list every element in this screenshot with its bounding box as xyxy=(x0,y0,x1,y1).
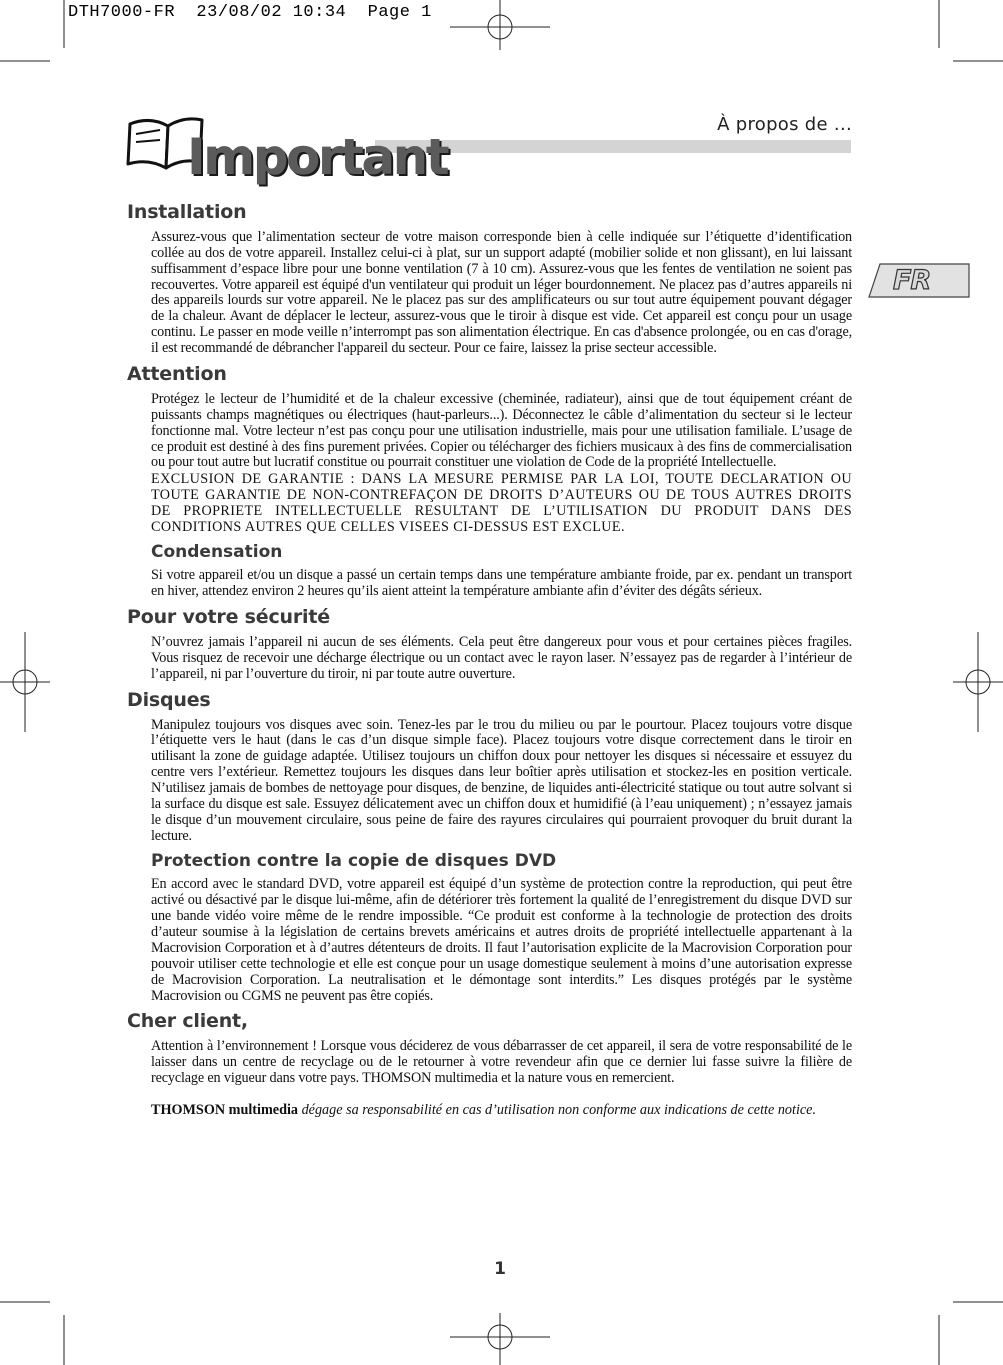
section-kicker: À propos de ... xyxy=(717,114,852,135)
section-paragraph: Assurez-vous que l’alimentation secteur de votre maison corresponde bien à celle indiquée sur l’étiquette d’identification collée au dos de votre appareil. Installez celui-ci à plat, sur un support adapté (mobilier solide et non glissant), en lui laissant suffisamment d’espace libre pour une bonne ventilation (7 à 10 cm). Assurez-vous que les fentes de ventilation ne soient pas recouvertes. Votre appareil est équipé d'un ventilateur qui produit un léger bourdonnement. Ne placez pas d’autres appareils ni des appareils lourds sur votre appareil. Ne le placez pas sur des amplificateurs ou sur tout autre équipement pouvant dégager de la chaleur. Avant de déplacer le lecteur, assurez-vous que le tiroir à disque est vide. Cet appareil est conçu pour un usage continu. Le passer en mode veille n’interrompt pas son alimentation électrique. En cas d'absence prolongée, ou en cas d'orage, il est recommandé de débrancher l'appareil du secteur. Pour ce faire, laissez la prise secteur accessible. xyxy=(151,228,852,357)
warranty-disclaimer: EXCLUSION DE GARANTIE : DANS LA MESURE PERMISE PAR LA LOI, TOUTE DECLARATION OU TOUTE GARANTIE DE NON-CONTREFAÇON DE DROITS D’AUTEURS OU DE TOUS AUTRES DROITS DE PROPRIETE INTELLECTUELLE RESULTANT DE L’UTILISATION DU PRODUIT DANS DES CONDITIONS AUTRES QUE CELLES VISEES CI-DESSUS EST EXCLUE. xyxy=(151,471,852,536)
section-safety xyxy=(127,606,852,683)
section-paragraph: N’ouvrez jamais l’appareil ni aucun de ses éléments. Cela peut être dangereux pour vous et pour certaines pièces fragiles. Vous risquez de recevoir une décharge électrique ou un contact avec le rayon laser. N’essayez pas de regarder à l’intérieur de l’appareil, ni par l’ouverture du tiroir, ni par toute autre ouverture. xyxy=(151,634,852,682)
brand-name: THOMSON multimedia xyxy=(151,1101,299,1118)
section-discs xyxy=(127,689,852,1005)
language-tab-label: FR xyxy=(893,265,931,296)
sub-heading: Condensation xyxy=(151,542,283,562)
section-paragraph: En accord avec le standard DVD, votre appareil est équipé d’un système de protection contre la reproduction, qui peut être activé ou désactivé par le disque lui-même, afin de détériorer très fortement la qualité de l’enregistrement du disque DVD sur une bande vidéo voire même de le rendre impossible. “Ce produit est conforme à la technologie de protection des droits d’auteur soumise à la législation de certains brevets américains et autres droits de propriété intellectuelle appartenant à la Macrovision Corporation et à d’autres détenteurs de droits. Il faut l’autorisation explicite de la Macrovision Corporation pour pouvoir utiliser cette technologie et elle est conçue pour un usage domestique seulement à moins d’une autorisation expresse de Macrovision Corporation. La neutralisation et le démontage sont interdits.” Les disques protégés par le système Macrovision ou CGMS ne peuvent pas être copiés. xyxy=(151,876,852,1004)
section-heading: Installation xyxy=(127,201,247,223)
liability-note xyxy=(151,1103,852,1119)
section-customer xyxy=(127,1010,852,1118)
section-heading: Attention xyxy=(127,363,227,386)
section-heading: Cher client, xyxy=(127,1010,248,1033)
print-header: DTH7000-FR 23/08/02 10:34 Page 1 xyxy=(68,3,432,22)
section-heading: Pour votre sécurité xyxy=(127,606,330,629)
sub-heading: Protection contre la copie de disques DVD xyxy=(151,850,557,871)
section-paragraph: Attention à l’environnement ! Lorsque vous déciderez de vous débarrasser de cet appareil, il sera de votre responsabilité de le laisser dans un centre de recyclage ou de le retourner à votre revendeur afin que ce dernier lui fasse suivre la filière de recyclage en vigueur dans votre pays. THOMSON multimedia et la nature vous en remercient. xyxy=(151,1038,852,1087)
section-paragraph: Protégez le lecteur de l’humidité et de la chaleur excessive (cheminée, radiateur), ainsi que de tout équipement créant de puissants champs magnétiques ou électriques (haut-parleurs...). Déconnectez le câble d’alimentation du secteur si le lecteur fonctionne mal. Votre lecteur n’est pas conçu pour une utilisation industrielle, mais pour une utilisation familiale. L’usage de ce produit est destiné à des fins purement privées. Copier ou télécharger des fichiers musicaux à des fins de commercialisation ou pour tout autre but lucratif constitue ou pourrait constituer une violation de Code de la propriété Intellectuelle. xyxy=(151,390,852,471)
section-attention xyxy=(127,363,852,600)
document-body xyxy=(127,201,852,1119)
section-paragraph: Si votre appareil et/ou un disque a passé un certain temps dans une température ambiante froide, par ex. pendant un transport en hiver, attendez environ 2 heures qu’ils aient atteint la température ambiante afin d’éviter des dégâts sérieux. xyxy=(151,567,852,600)
liability-text: dégage sa responsabilité en cas d’utilisation non conforme aux indications de cette notice. xyxy=(298,1101,817,1118)
section-installation xyxy=(127,201,852,357)
page-title: Important xyxy=(187,128,448,186)
section-heading: Disques xyxy=(127,688,211,711)
section-paragraph: Manipulez toujours vos disques avec soin. Tenez-les par le trou du milieu ou par le pourtour. Placez toujours votre disque l’étiquette vers le haut (dans le cas d’un disque simple face). Placez toujours votre disque correctement dans le tiroir en utilisant la zone de guidage adaptée. Utilisez toujours un chiffon doux pour nettoyer les disques si nécessaire et essuyez du centre vers l’extérieur. Remettez toujours les disques dans leur boîtier après utilisation et stockez-les en position verticale. N’utilisez jamais de bombes de nettoyage pour disques, de benzine, de liquides anti-électricité statique ou tout autre solvant si la surface du disque est sale. Essuyez délicatement avec un chiffon doux et humidifié (à l’eau uniquement) ; n’essayez jamais le disque d’un mouvement circulaire, sous peine de faire des rayures circulaires qui pourraient provoquer du bruit durant la lecture. xyxy=(151,716,852,844)
page-number: 1 xyxy=(494,1259,506,1279)
